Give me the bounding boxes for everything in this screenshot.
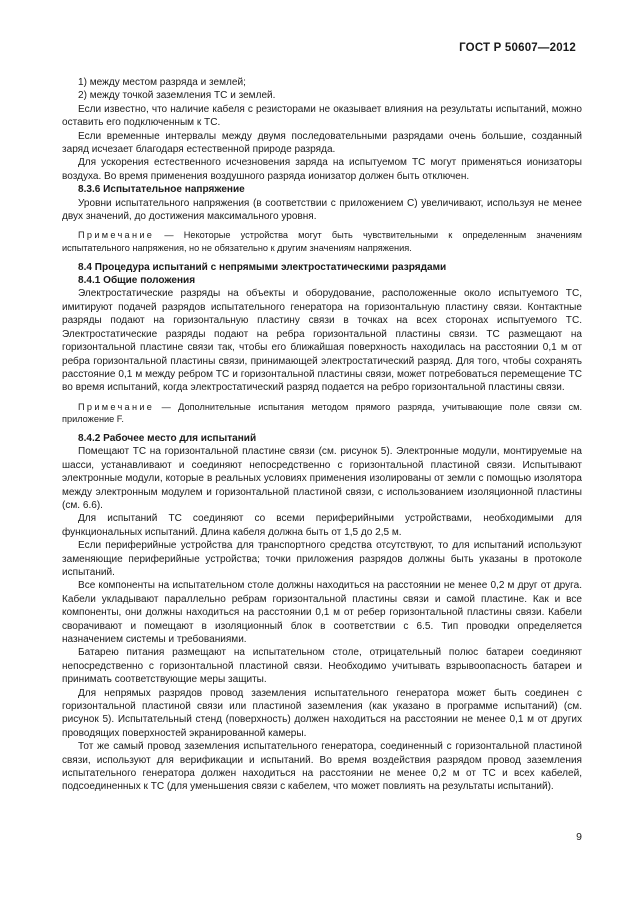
section-heading: 8.3.6 Испытательное напряжение: [78, 184, 245, 196]
body-paragraph: Электростатические разряды на объекты и оборудование, расположенные около испытуемого ТС, имитируют подачей разрядов испытательного генератора на горизонтальную пластину связи. Контактные разряды подают на горизонтальную пластину связи в точках на всех сторонах испытуемого ТС. Электростатические разряды подают на ребра горизонтальной пластины связи. ТС размещают на горизонтальной пластине связи так, чтобы его ближайшая поверхность находилась на расстоянии 0,1 м от ребра горизонтальной пластины связи, принимающей электростатический разряд. Для того, чтобы сохранять расстояние 0,1 м между ребром ТС и горизонтальной пластины связи, может потребоваться перемещение ТС во время испытаний, когда электростатический разряд подается на ребро горизонтальной пластины связи.: [62, 288, 582, 394]
note-paragraph: [62, 229, 582, 254]
body-paragraph: Для испытаний ТС соединяют со всеми периферийными устройствами, необходимыми для функциональных испытаний. Длина кабеля должна быть от 1,5 до 2,5 м.: [62, 513, 582, 538]
section-heading: 8.4.2 Рабочее место для испытаний: [78, 432, 257, 444]
standard-header: ГОСТ Р 50607—2012: [459, 42, 576, 54]
note-label: Примечание: [78, 401, 155, 412]
body-paragraph: Для ускорения естественного исчезновения заряда на испытуемом ТС могут применяться ионизаторы воздуха. Во время применения воздушного разряда ионизатор должен быть отключен.: [62, 157, 582, 182]
note-text: — Некоторые устройства могут быть чувствительными к определенным значениям испытательного напряжения, но не обязательно к другим значениям напряжения.: [62, 230, 582, 254]
body-paragraph: Батарею питания размещают на испытательном столе, отрицательный полюс батареи соединяют непосредственно с горизонтальной пластиной связи. Необходимо учитывать взрывоопасность батареи и принимать соответствующие меры защиты.: [62, 647, 582, 686]
body-paragraph: Если временные интервалы между двумя последовательными разрядами очень большие, созданный заряд исчезает благодаря естественной природе разряда.: [62, 130, 582, 156]
body-paragraph: Если периферийные устройства для транспортного средства отсутствуют, то для испытаний используют заменяющие периферийные устройства; точки приложения разрядов должны быть указаны в протоколе испытаний.: [62, 540, 582, 578]
body-paragraph: Все компоненты на испытательном столе должны находиться на расстоянии не менее 0,2 м друг от друга. Кабели укладывают параллельно ребрам горизонтальной пластины связи и самой пластине. Как и все компоненты, они должны находиться на расстоянии 0,1 м от ребер горизонтальной пластины связи. Кабели сворачивают и помещают в изоляционный блок в соответствии с 6.5. Тип проводки определяется назначением системы и требованиями.: [62, 580, 582, 645]
body-paragraph: 1) между местом разряда и землей;: [78, 77, 246, 88]
section-heading: 8.4 Процедура испытаний с непрямыми электростатическими разрядами: [78, 261, 447, 273]
document-body: [62, 76, 582, 794]
body-paragraph: Для непрямых разрядов провод заземления испытательного генератора может быть соединен с горизонтальной пластиной связи или пластиной заземления (как указано в программе испытаний) (см. рисунок 5). Испытательный стенд (поверхность) должен находиться на расстоянии не менее 0,1 м от других проводящих поверхностей экранированной камеры.: [62, 687, 582, 739]
body-paragraph: Уровни испытательного напряжения (в соответствии с приложением С) увеличивают, используя не менее двух значений, до достижения максимального уровня.: [62, 197, 582, 223]
page-number: 9: [576, 831, 582, 843]
note-text: — Дополнительные испытания методом прямого разряда, учитывающие поле связи см. приложение F.: [62, 401, 582, 425]
body-paragraph: Помещают ТС на горизонтальной пластине связи (см. рисунок 5). Электронные модули, монтируемые на шасси, устанавливают и соединяют непосредственно с горизонтальной пластиной связи. Испытывают электронные модули, которые в реальных условиях применения изолированы от земли с помощью изолятора между электронным модулем и горизонтальной пластиной связи, с использованием изоляционной пластины (см. 6.6).: [62, 446, 582, 511]
note-label: Примечание: [78, 230, 155, 241]
section-heading: 8.4.1 Общие положения: [78, 275, 196, 287]
body-paragraph: Тот же самый провод заземления испытательного генератора, соединенный с горизонтальной пластиной связи, используют для верификации и испытаний. Во время воздействия разрядом провод заземления испытательного генератора должен находиться на расстоянии не менее 0,2 м от ТС и всех кабелей, подсоединенных к ТС (для уменьшения связи с кабелем, что может повлиять на результаты испытаний).: [62, 741, 582, 793]
body-paragraph: 2) между точкой заземления ТС и землей.: [78, 90, 276, 102]
note-paragraph: [62, 401, 582, 426]
body-paragraph: Если известно, что наличие кабеля с резисторами не оказывает влияния на результаты испытаний, можно оставить его подключенным к ТС.: [62, 103, 582, 129]
